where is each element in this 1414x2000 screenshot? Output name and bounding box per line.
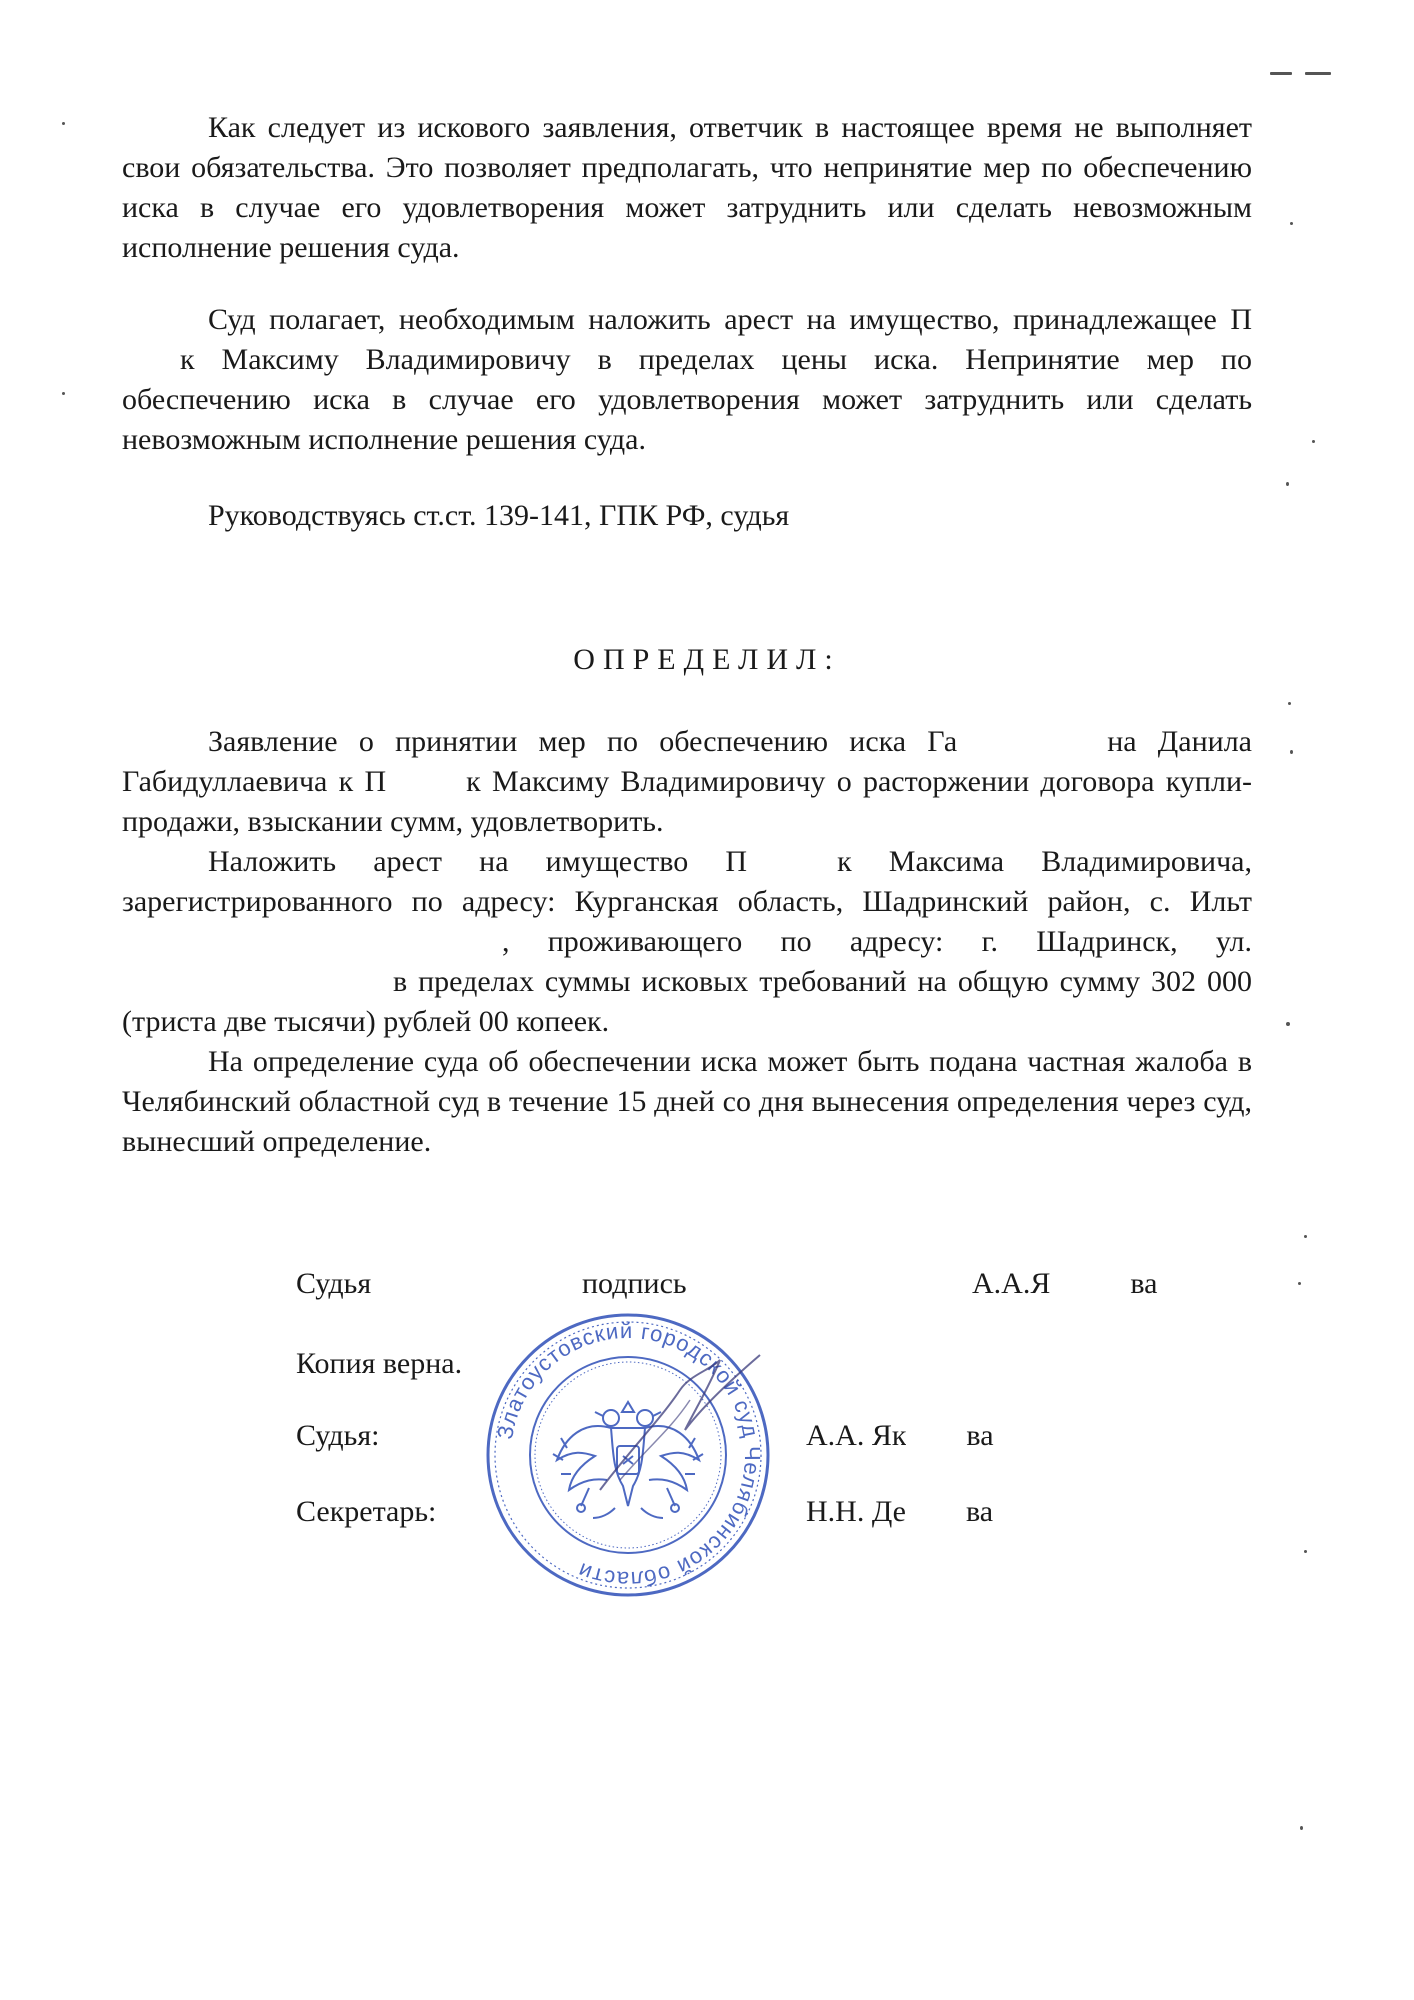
copy-certified-label: Копия верна.	[296, 1347, 463, 1380]
redacted-name	[1050, 1266, 1130, 1300]
scan-speck	[1286, 482, 1289, 486]
scan-speck	[1298, 1282, 1301, 1285]
secretary-label: Секретарь:	[296, 1495, 437, 1528]
signature-judge-label-2: Судья:	[296, 1419, 380, 1452]
ruling-arrest-text: в пределах суммы исковых требований на общую сумму 302 000 (триста две тысячи) рублей 00 копеек.	[122, 965, 1253, 1038]
signature-judge-name-2	[806, 1416, 994, 1456]
ruling-arrest-text: , проживающего по адресу: г. Шадринск, ул.	[502, 925, 1252, 958]
signature-judge-label: Судья	[296, 1267, 372, 1300]
scan-speck	[1290, 750, 1293, 754]
handwritten-signature	[560, 1330, 780, 1510]
signature-judge-name	[972, 1264, 1157, 1304]
scan-speck	[1300, 1826, 1303, 1830]
ruling-grant-text: к Максиму Владимировичу о расторжении договора купли-продажи, взыскании сумм, удовлетворить.	[122, 765, 1252, 838]
scan-speck	[1290, 222, 1293, 225]
scan-speck	[1304, 1235, 1307, 1238]
scan-speck	[1286, 1022, 1290, 1026]
seal-text: Златоустовский городской суд Челябинской области	[492, 1317, 766, 1593]
paragraph-court-decision-text: Суд полагает, необходимым наложить арест на имущество, принадлежащее П	[208, 303, 1252, 336]
redacted-address	[122, 964, 382, 998]
judge-name-part: ва	[1130, 1267, 1158, 1300]
secretary-name	[806, 1492, 993, 1532]
ruling-paragraph-grant	[122, 722, 1252, 842]
scan-speck	[1312, 440, 1315, 443]
paragraph-grounds	[122, 108, 1252, 268]
paragraph-court-decision-text: к Максиму Владимировичу в пределах цены иска. Непринятие мер по обеспечению иска в случае его удовлетворения может затруднить или сделать невозможным исполнение решения суда.	[122, 343, 1252, 456]
redacted-name	[747, 844, 837, 878]
signature-word: подпись	[582, 1267, 687, 1300]
redacted-name	[386, 764, 466, 798]
judge-name-part: А.А.Я	[972, 1267, 1051, 1300]
ruling-paragraph-appeal	[122, 1042, 1252, 1162]
scan-speck	[1288, 702, 1291, 705]
ruling-appeal-text: На определение суда об обеспечении иска может быть подана частная жалоба в Челябинский областной суд в течение 15 дней со дня вынесения определения через суд, вынесший определение.	[122, 1045, 1252, 1158]
ruling-arrest-text: к Максима Владимировича, зарегистрированного по адресу: Курганская область, Шадринский район, с. Ильт	[122, 845, 1252, 918]
ruling-grant-text: Заявление о принятии мер по обеспечению иска Га	[208, 725, 958, 758]
paragraph-legal-basis-text: Руководствуясь ст.ст. 139-141, ГПК РФ, судья	[208, 499, 790, 532]
redacted-name	[957, 724, 1107, 758]
redacted-address	[122, 924, 502, 958]
paragraph-court-decision	[122, 300, 1252, 460]
secretary-name-part: ва	[965, 1495, 994, 1528]
ruling-grant-text: на Данила Габидуллаевича к П	[122, 725, 1252, 798]
redacted-name	[906, 1418, 966, 1452]
scan-speck	[62, 392, 65, 395]
scan-speck	[1304, 1550, 1307, 1553]
scan-speck	[1305, 72, 1331, 75]
secretary-name-part: Н.Н. Де	[806, 1495, 906, 1528]
ruling-paragraph-arrest	[122, 842, 1252, 1042]
judge-name-part: ва	[966, 1419, 994, 1452]
paragraph-legal-basis	[122, 496, 1252, 536]
scan-speck	[1270, 72, 1292, 75]
redacted-name	[906, 1494, 966, 1528]
redacted-name	[122, 342, 180, 376]
judge-name-part: А.А. Як	[806, 1419, 907, 1452]
paragraph-grounds-text: Как следует из искового заявления, ответчик в настоящее время не выполняет свои обязательства. Это позволяет предполагать, что непринятие мер по обеспечению иска в случае его удовлетворения может затруднить или сделать невозможным исполнение решения суда.	[122, 111, 1252, 264]
ruling-arrest-text: Наложить арест на имущество П	[208, 845, 748, 878]
ruling-heading: ОПРЕДЕЛИЛ:	[573, 643, 841, 676]
scan-speck	[62, 122, 65, 125]
